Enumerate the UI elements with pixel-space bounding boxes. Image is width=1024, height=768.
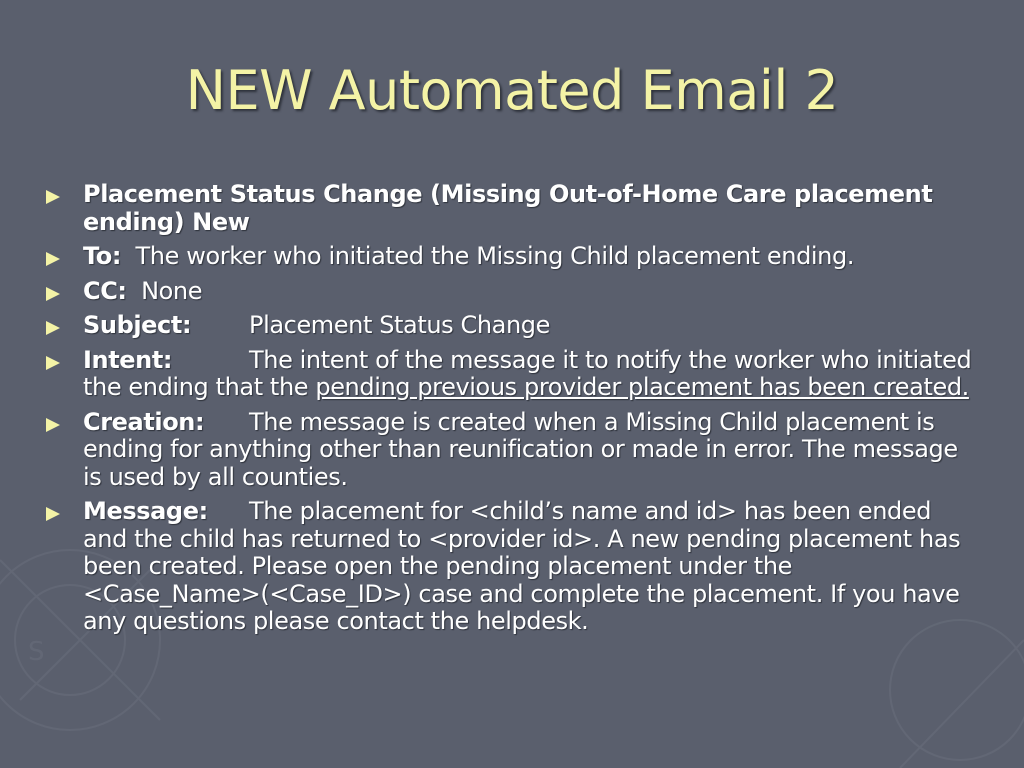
bullet-arrow-icon [46,252,60,266]
bullet-cc [46,278,976,306]
creation-text: The message is created when a Missing Child placement is ending for anything other than reunification or made in error. The message is used by all counties. [83,407,958,491]
bullet-arrow-icon [46,190,60,204]
subject-text: Placement Status Change [249,311,550,339]
cc-text: None [141,276,203,305]
cc-label: CC: [83,276,127,305]
bullet-intent [46,347,976,402]
bullet-arrow-icon [46,418,60,432]
bullet-creation [46,409,976,492]
bullet-list [46,181,976,643]
svg-text:S: S [28,637,45,667]
bullet-arrow-icon [46,287,60,301]
bullet-arrow-icon [46,356,60,370]
intent-text: The intent of the message it to notify the worker who initiated the ending that the [83,345,972,401]
to-text: The worker who initiated the Missing Child placement ending. [135,242,855,270]
to-label: To: [83,242,122,270]
message-label: Message: [83,497,208,525]
bullet-subject [46,312,976,340]
heading-text: Placement Status Change (Missing Out-of-Home Care placement ending) New [83,180,933,236]
message-text: The placement for <child’s name and id> has been ended and the child has returned to <provider id>. A new pending placement has been created. Please open the pending placement under the <Case_Name>(<Case_ID>) case and complete the placement. If you have any questions please contact the helpdesk. [83,497,961,635]
bullet-arrow-icon [46,507,60,521]
bullet-message [46,498,976,636]
bullet-to [46,243,976,271]
subject-label: Subject: [83,311,192,339]
bullet-arrow-icon [46,321,60,335]
creation-label: Creation: [83,407,205,436]
bullet-heading [46,181,976,236]
intent-label: Intent: [83,345,173,374]
slide-title: NEW Automated Email 2 [185,59,839,122]
intent-underlined-text: pending previous provider placement has been created. [315,373,969,401]
